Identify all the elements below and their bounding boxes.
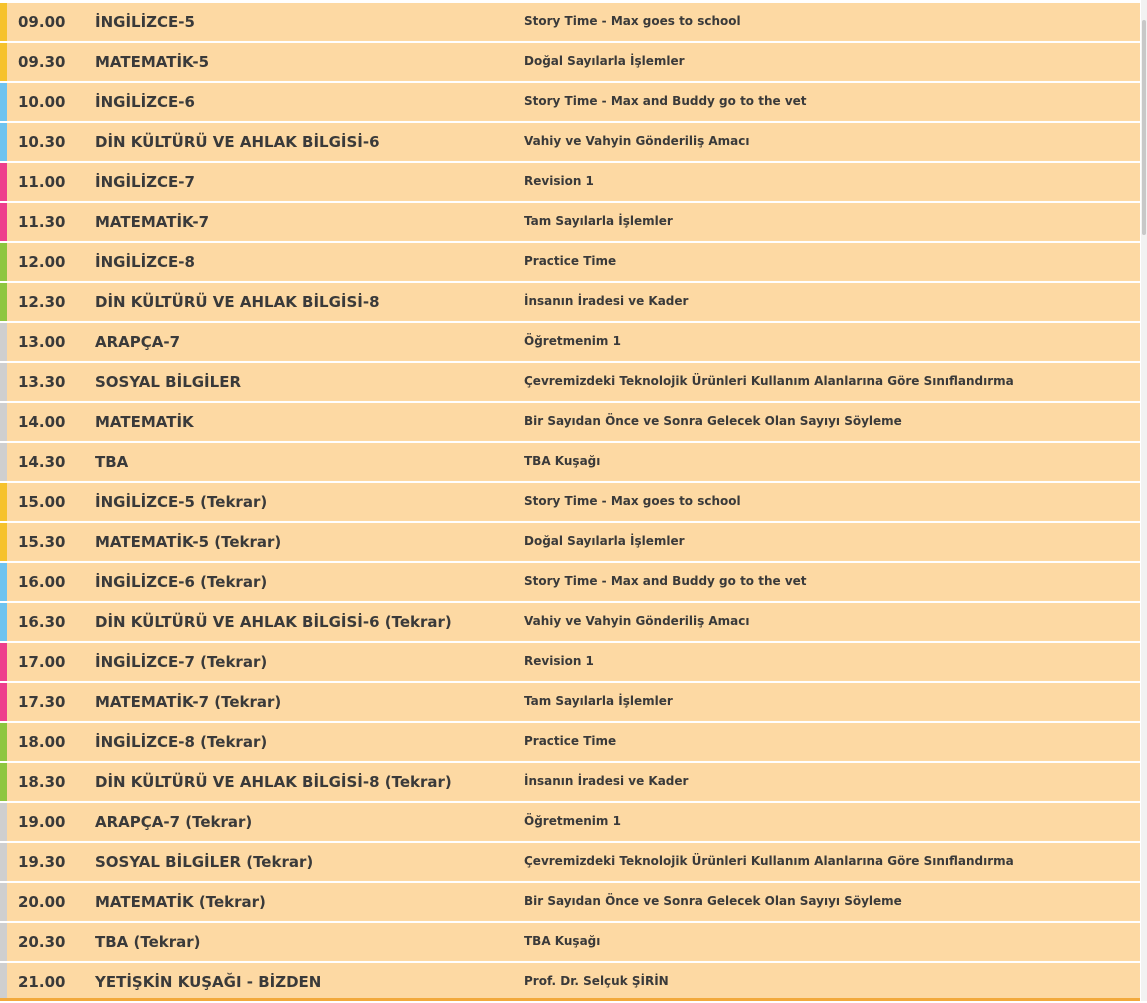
schedule-row (0, 643, 1140, 681)
schedule-row (0, 923, 1140, 961)
schedule-row (0, 3, 1140, 41)
grade-color-bar (0, 963, 7, 1001)
time-label: 17.30 (18, 683, 65, 721)
subject-label: DİN KÜLTÜRÜ VE AHLAK BİLGİSİ-6 (95, 123, 380, 161)
topic-label: Çevremizdeki Teknolojik Ürünleri Kullanım Alanlarına Göre Sınıflandırma (524, 363, 1014, 399)
subject-label: İNGİLİZCE-5 (Tekrar) (95, 483, 267, 521)
grade-color-bar (0, 403, 7, 441)
grade-color-bar (0, 323, 7, 361)
topic-label: Bir Sayıdan Önce ve Sonra Gelecek Olan Sayıyı Söyleme (524, 403, 902, 439)
scrollbar-thumb[interactable] (1142, 20, 1146, 235)
topic-label: Doğal Sayılarla İşlemler (524, 523, 685, 559)
grade-color-bar (0, 443, 7, 481)
vertical-scrollbar[interactable] (1141, 0, 1147, 1001)
grade-color-bar (0, 603, 7, 641)
grade-color-bar (0, 563, 7, 601)
grade-color-bar (0, 683, 7, 721)
schedule-row (0, 803, 1140, 841)
grade-color-bar (0, 843, 7, 881)
topic-label: İnsanın İradesi ve Kader (524, 763, 688, 799)
topic-label: Story Time - Max goes to school (524, 3, 741, 39)
topic-label: Prof. Dr. Selçuk ŞİRİN (524, 963, 669, 999)
topic-label: TBA Kuşağı (524, 923, 600, 959)
time-label: 17.00 (18, 643, 65, 681)
subject-label: TBA (Tekrar) (95, 923, 201, 961)
subject-label: İNGİLİZCE-7 (Tekrar) (95, 643, 267, 681)
time-label: 15.30 (18, 523, 65, 561)
schedule-row (0, 763, 1140, 801)
schedule-row (0, 163, 1140, 201)
time-label: 16.00 (18, 563, 65, 601)
topic-label: Story Time - Max and Buddy go to the vet (524, 83, 807, 119)
schedule-row (0, 523, 1140, 561)
subject-label: YETİŞKİN KUŞAĞI - BİZDEN (95, 963, 321, 1001)
schedule-row (0, 963, 1140, 1001)
schedule-row (0, 243, 1140, 281)
grade-color-bar (0, 883, 7, 921)
topic-label: Revision 1 (524, 643, 594, 679)
grade-color-bar (0, 803, 7, 841)
time-label: 20.30 (18, 923, 65, 961)
time-label: 13.30 (18, 363, 65, 401)
subject-label: MATEMATİK-7 (Tekrar) (95, 683, 281, 721)
grade-color-bar (0, 363, 7, 401)
grade-color-bar (0, 763, 7, 801)
schedule-row (0, 203, 1140, 241)
grade-color-bar (0, 643, 7, 681)
grade-color-bar (0, 923, 7, 961)
time-label: 21.00 (18, 963, 65, 1001)
subject-label: MATEMATİK (Tekrar) (95, 883, 266, 921)
time-label: 18.00 (18, 723, 65, 761)
grade-color-bar (0, 243, 7, 281)
time-label: 18.30 (18, 763, 65, 801)
subject-label: İNGİLİZCE-6 (95, 83, 195, 121)
topic-label: Doğal Sayılarla İşlemler (524, 43, 685, 79)
time-label: 09.00 (18, 3, 65, 41)
time-label: 11.00 (18, 163, 65, 201)
schedule-row (0, 563, 1140, 601)
subject-label: MATEMATİK-5 (95, 43, 209, 81)
grade-color-bar (0, 283, 7, 321)
topic-label: Öğretmenim 1 (524, 803, 621, 839)
subject-label: TBA (95, 443, 128, 481)
time-label: 19.30 (18, 843, 65, 881)
grade-color-bar (0, 3, 7, 41)
subject-label: İNGİLİZCE-6 (Tekrar) (95, 563, 267, 601)
time-label: 12.00 (18, 243, 65, 281)
topic-label: Tam Sayılarla İşlemler (524, 683, 673, 719)
time-label: 11.30 (18, 203, 65, 241)
schedule-row (0, 323, 1140, 361)
grade-color-bar (0, 483, 7, 521)
grade-color-bar (0, 43, 7, 81)
subject-label: DİN KÜLTÜRÜ VE AHLAK BİLGİSİ-6 (Tekrar) (95, 603, 452, 641)
grade-color-bar (0, 83, 7, 121)
subject-label: İNGİLİZCE-8 (Tekrar) (95, 723, 267, 761)
topic-label: Tam Sayılarla İşlemler (524, 203, 673, 239)
schedule-row (0, 403, 1140, 441)
subject-label: SOSYAL BİLGİLER (Tekrar) (95, 843, 313, 881)
subject-label: MATEMATİK-7 (95, 203, 209, 241)
topic-label: Practice Time (524, 723, 616, 759)
time-label: 13.00 (18, 323, 65, 361)
subject-label: DİN KÜLTÜRÜ VE AHLAK BİLGİSİ-8 (95, 283, 380, 321)
topic-label: Vahiy ve Vahyin Gönderiliş Amacı (524, 603, 750, 639)
subject-label: ARAPÇA-7 (95, 323, 180, 361)
topic-label: Story Time - Max goes to school (524, 483, 741, 519)
subject-label: MATEMATİK-5 (Tekrar) (95, 523, 281, 561)
topic-label: Çevremizdeki Teknolojik Ürünleri Kullanım Alanlarına Göre Sınıflandırma (524, 843, 1014, 879)
schedule-row (0, 363, 1140, 401)
time-label: 16.30 (18, 603, 65, 641)
schedule-row (0, 843, 1140, 881)
subject-label: İNGİLİZCE-7 (95, 163, 195, 201)
topic-label: TBA Kuşağı (524, 443, 600, 479)
schedule-row (0, 683, 1140, 721)
time-label: 15.00 (18, 483, 65, 521)
subject-label: ARAPÇA-7 (Tekrar) (95, 803, 252, 841)
time-label: 10.30 (18, 123, 65, 161)
grade-color-bar (0, 163, 7, 201)
schedule-row (0, 883, 1140, 921)
time-label: 12.30 (18, 283, 65, 321)
topic-label: İnsanın İradesi ve Kader (524, 283, 688, 319)
subject-label: DİN KÜLTÜRÜ VE AHLAK BİLGİSİ-8 (Tekrar) (95, 763, 452, 801)
subject-label: SOSYAL BİLGİLER (95, 363, 241, 401)
topic-label: Vahiy ve Vahyin Gönderiliş Amacı (524, 123, 750, 159)
time-label: 14.30 (18, 443, 65, 481)
time-label: 14.00 (18, 403, 65, 441)
subject-label: İNGİLİZCE-5 (95, 3, 195, 41)
broadcast-schedule (0, 3, 1140, 1003)
subject-label: MATEMATİK (95, 403, 194, 441)
time-label: 20.00 (18, 883, 65, 921)
schedule-row (0, 723, 1140, 761)
time-label: 19.00 (18, 803, 65, 841)
grade-color-bar (0, 203, 7, 241)
time-label: 09.30 (18, 43, 65, 81)
schedule-row (0, 443, 1140, 481)
schedule-row (0, 123, 1140, 161)
grade-color-bar (0, 123, 7, 161)
topic-label: Öğretmenim 1 (524, 323, 621, 359)
topic-label: Revision 1 (524, 163, 594, 199)
topic-label: Story Time - Max and Buddy go to the vet (524, 563, 807, 599)
grade-color-bar (0, 723, 7, 761)
schedule-row (0, 603, 1140, 641)
schedule-row (0, 43, 1140, 81)
time-label: 10.00 (18, 83, 65, 121)
schedule-row (0, 283, 1140, 321)
schedule-row (0, 83, 1140, 121)
schedule-row (0, 483, 1140, 521)
subject-label: İNGİLİZCE-8 (95, 243, 195, 281)
topic-label: Practice Time (524, 243, 616, 279)
grade-color-bar (0, 523, 7, 561)
topic-label: Bir Sayıdan Önce ve Sonra Gelecek Olan Sayıyı Söyleme (524, 883, 902, 919)
